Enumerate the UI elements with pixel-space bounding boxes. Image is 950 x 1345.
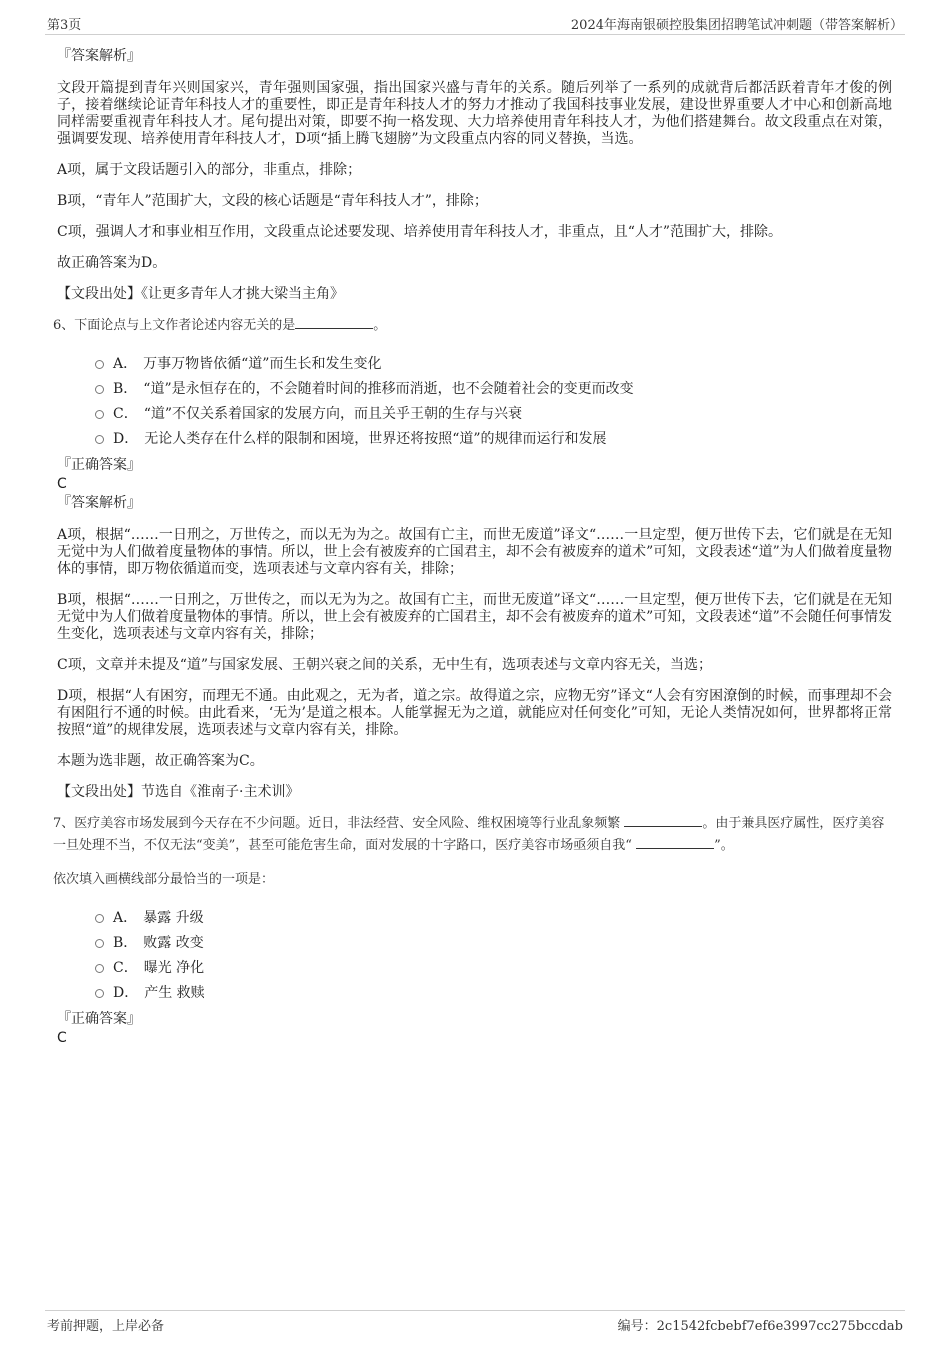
correct-answer-label: 『正确答案』 xyxy=(57,1011,141,1027)
option-a[interactable]: A． 暴露 升级 xyxy=(95,909,892,928)
option-d[interactable]: D． 产生 救赎 xyxy=(95,984,892,1003)
question-7-stem: 7、医疗美容市场发展到今天存在不少问题。近日，非法经营、安全风险、维权困境等行业乱象频繁 。由于兼具医疗属性，医疗美容一旦处理不当，不仅无法“变美”，甚至可能危害生命，面对发展的十字路口，医疗美容市场亟须自我“ ”。 xyxy=(53,813,892,857)
analysis-option-d: D项，根据“人有困穷，而理无不通。由此观之，无为者，道之宗。故得道之宗，应物无穷”译文“人会有穷困潦倒的时候，而事理却不会有困阻行不通的时候。由此看来，‘无为’是道之根本。人能掌握无为之道，就能应对任何变化”可知，无论人类情况如何，世界都将正常按照“道”的规律发展，选项表述与文章内容有关，排除。 xyxy=(57,688,892,738)
analysis-option-c: C项，文章并未提及“道”与国家发展、王朝兴衰之间的关系，无中生有，选项表述与文章内容无关，当选； xyxy=(57,657,713,673)
source-note: 【文段出处】节选自《淮南子·主术训》 xyxy=(57,784,300,800)
option-d[interactable]: D． 无论人类存在什么样的限制和困境，世界还将按照“道”的规律而运行和发展 xyxy=(95,430,892,449)
radio-icon[interactable] xyxy=(95,360,104,369)
source-note: 【文段出处】《让更多青年人才挑大梁当主角》 xyxy=(57,286,344,302)
analysis-option-a: A项，属于文段话题引入的部分，非重点，排除； xyxy=(57,162,362,178)
question-6-stem: 6、下面论点与上文作者论述内容无关的是 。 xyxy=(53,315,892,337)
page-footer xyxy=(45,1310,905,1334)
answer-blank xyxy=(636,835,714,849)
correct-answer: C xyxy=(57,1030,67,1046)
question-6-options xyxy=(95,355,892,449)
option-a[interactable]: A． 万事万物皆依循“道”而生长和发生变化 xyxy=(95,355,892,374)
analysis-option-b: B项，“青年人”范围扩大，文段的核心话题是“青年科技人才”，排除； xyxy=(57,193,488,209)
question-7-instruction: 依次填入画横线部分最恰当的一项是： xyxy=(53,872,275,887)
radio-icon[interactable] xyxy=(95,410,104,419)
analysis-label: 『答案解析』 xyxy=(57,495,141,511)
option-b[interactable]: B． “道”是永恒存在的，不会随着时间的推移而消逝，也不会随着社会的变更而改变 xyxy=(95,380,892,399)
radio-icon[interactable] xyxy=(95,989,104,998)
option-b[interactable]: B． 败露 改变 xyxy=(95,934,892,953)
analysis-label: 『答案解析』 xyxy=(57,48,141,64)
analysis-conclusion: 故正确答案为D。 xyxy=(57,255,167,271)
document-title: 2024年海南银硕控股集团招聘笔试冲刺题（带答案解析） xyxy=(570,18,903,33)
option-c[interactable]: C． 曝光 净化 xyxy=(95,959,892,978)
radio-icon[interactable] xyxy=(95,914,104,923)
footer-slogan: 考前押题，上岸必备 xyxy=(47,1319,165,1334)
page-header xyxy=(45,14,905,35)
document-body xyxy=(53,46,892,1047)
radio-icon[interactable] xyxy=(95,964,104,973)
analysis-paragraph: 文段开篇提到青年兴则国家兴，青年强则国家强，指出国家兴盛与青年的关系。随后列举了一系列的成就背后都活跃着青年才俊的例子，接着继续论证青年科技人才的重要性，即正是青年科技人才的努力才推动了我国科技事业发展，建设世界重要人才中心和创新高地同样需要重视青年科技人才。尾句提出对策，即要不拘一格发现、大力培养使用青年科技人才，为他们搭建舞台。故文段重点在对策，强调要发现、培养使用青年科技人才，D项“插上腾飞翅膀”为文段重点内容的同义替换，当选。 xyxy=(57,80,892,147)
radio-icon[interactable] xyxy=(95,385,104,394)
analysis-option-a: A项，根据“……一日刑之，万世传之，而以无为为之。故国有亡主，而世无废道”译文“……一旦定型，便万世传下去，它们就是在无知无觉中为人们做着度量物体的事情。所以，世上会有被废弃的亡国君主，却不会有被废弃的道术”可知，文段表述“道”为人们做着度量物体的事情，即万物依循道而变，选项表述与文章内容有关，排除； xyxy=(57,527,892,577)
correct-answer: C xyxy=(57,476,67,492)
page-number: 第3页 xyxy=(47,18,82,33)
question-7-options xyxy=(95,909,892,1003)
option-c[interactable]: C． “道”不仅关系着国家的发展方向，而且关乎王朝的生存与兴衰 xyxy=(95,405,892,424)
answer-blank xyxy=(624,813,702,827)
document-id: 编号：2c1542fcbebf7ef6e3997cc275bccdab xyxy=(617,1319,903,1334)
radio-icon[interactable] xyxy=(95,435,104,444)
correct-answer-label: 『正确答案』 xyxy=(57,457,141,473)
answer-blank xyxy=(295,315,373,329)
analysis-option-b: B项，根据“……一日刑之，万世传之，而以无为为之。故国有亡主，而世无废道”译文“……一旦定型，便万世传下去，它们就是在无知无觉中为人们做着度量物体的事情。所以，世上会有被废弃的亡国君主，却不会有被废弃的道术”可知，文段表述“道”不会随任何事情发生变化，选项表述与文章内容有关，排除； xyxy=(57,592,892,642)
radio-icon[interactable] xyxy=(95,939,104,948)
analysis-conclusion: 本题为选非题，故正确答案为C。 xyxy=(57,753,264,769)
analysis-option-c: C项，强调人才和事业相互作用，文段重点论述要发现、培养使用青年科技人才，非重点，且“人才”范围扩大，排除。 xyxy=(57,224,783,240)
